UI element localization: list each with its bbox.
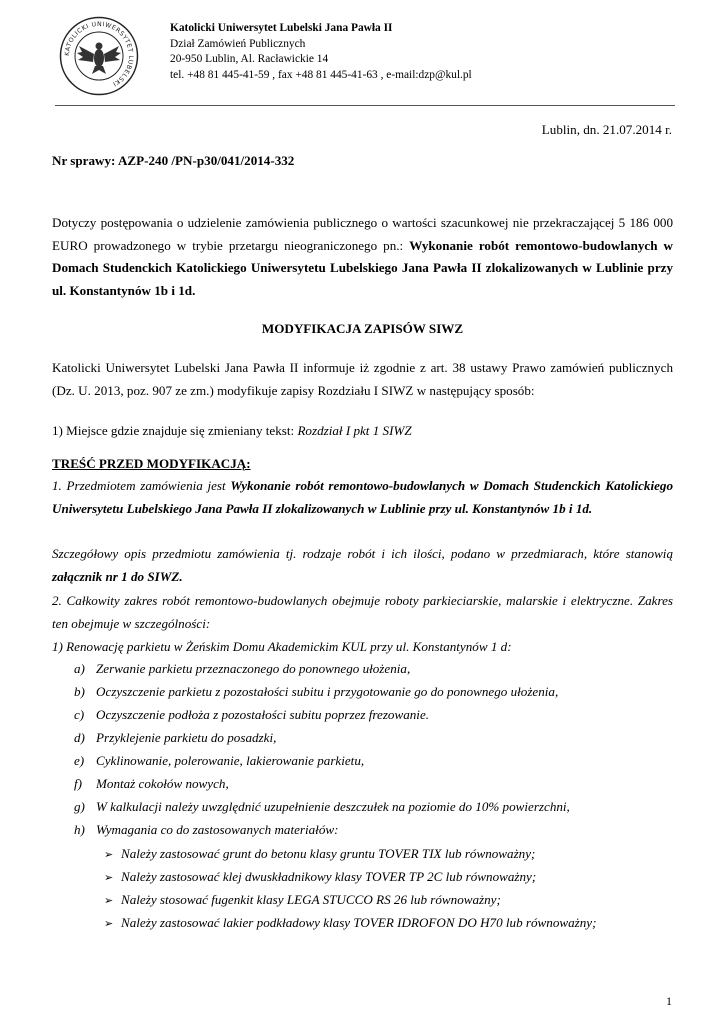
intro-text: Dotyczy postępowania o udzielenie zamówienia publicznego o wartości szacunkowej nie przekraczającej 5 186 000 EURO prowadzonego w trybie przetargu nieograniczonego pn.: [52,215,673,253]
list-item: d) Przyklejenie parkietu do posadzki, [74,730,277,745]
header-divider [55,105,675,106]
arrow-bullet-icon: ➢ [104,918,114,930]
letterhead [170,21,472,83]
material-item: ➢ Należy zastosować klej dwuskładnikowy klasy TOVER TP 2C lub równoważny; [104,869,537,884]
case-number: Nr sprawy: AZP-240 /PN-p30/041/2014-332 [52,153,295,168]
list-item: a) Zerwanie parkietu przeznaczonego do ponownego ułożenia, [74,661,411,676]
page-number: 1 [666,994,672,1008]
list-item: e) Cyklinowanie, polerowanie, lakierowanie parkietu, [74,753,365,768]
material-item: ➢ Należy stosować fugenkit klasy LEGA STUCCO RS 26 lub równoważny; [104,892,501,907]
info-paragraph: Katolicki Uniwersytet Lubelski Jana Pawła II informuje iż zgodnie z art. 38 ustawy Prawo zamówień publicznych (Dz. U. 2013, poz. 907 ze zm.) modyfikuje zapisy Rozdziału I SIWZ w następujący sposób: [52,360,673,398]
point-1 [52,475,673,520]
intro-paragraph [52,212,673,303]
university-name: Katolicki Uniwersytet Lubelski Jana Pawła II [170,22,393,34]
department-name: Dział Zamówień Publicznych [170,37,306,50]
detail-paragraph [52,543,673,588]
subpoint-1: 1) Renowację parkietu w Żeńskim Domu Akademickim KUL przy ul. Konstantynów 1 d: [52,639,512,654]
contact-line: tel. +48 81 445-41-59 , fax +48 81 445-41-63 , e-mail:dzp@kul.pl [170,68,472,81]
arrow-bullet-icon: ➢ [104,849,114,861]
university-seal-logo [59,16,139,96]
arrow-bullet-icon: ➢ [104,872,114,884]
date-line: Lublin, dn. 21.07.2014 r. [541,122,672,137]
point-2: 2. Całkowity zakres robót remontowo-budowlanych obejmuje roboty parkieciarskie, malarskie i elektryczne. Zakres ten obejmuje w szczególności: [52,593,673,631]
point-1-subject: Wykonanie robót remontowo-budowlanych w Domach Studenckich Katolickiego Uniwersytetu Lubelskiego Jana Pawła II zlokalizowanych w Lublinie przy ul. Konstantynów 1b i 1d. [52,478,673,516]
location-prefix: 1) Miejsce gdzie znajduje się zmieniany tekst: [52,423,298,438]
location-ref: Rozdział I pkt 1 SIWZ [297,423,412,438]
address: 20-950 Lublin, Al. Racławickie 14 [170,53,329,65]
list-item: b) Oczyszczenie parkietu z pozostałości subitu i przygotowanie go do ponownego ułożenia, [74,684,559,699]
list-item: c) Oczyszczenie podłoża z pozostałości subitu poprzez frezowanie. [74,707,430,722]
arrow-bullet-icon: ➢ [104,895,114,907]
intro-subject: Wykonanie robót remontowo-budowlanych w Domach Studenckich Katolickiego Uniwersytetu Lubelskiego Jana Pawła II zlokalizowanych w Lublinie przy ul. Konstantynów 1b i 1d. [52,237,674,299]
material-item: ➢ Należy zastosować grunt do betonu klasy gruntu TOVER TIX lub równoważny; [104,846,536,861]
seal-lettering: KATOLICKI UNIWERSYTET LUBELSKI [63,20,135,88]
location-line [52,420,673,443]
list-item: g) W kalkulacji należy uwzględnić uzupełnienie deszczułek na poziomie do 10% powierzchni, [74,799,570,814]
list-item: f) Montaż cokołów nowych, [74,776,229,791]
list-item: h) Wymagania co do zastosowanych materiałów: [74,822,339,837]
point-1-prefix: 1. Przedmiotem zamówienia jest [52,478,231,493]
detail-text: Szczegółowy opis przedmiotu zamówienia tj. rodzaje robót i ich ilości, podano w przedmiarach, które stanowią [52,546,673,561]
attachment-ref: załącznik nr 1 do SIWZ. [52,568,183,584]
before-heading: TREŚĆ PRZED MODYFIKACJĄ: [52,456,251,471]
section-title: MODYFIKACJA ZAPISÓW SIWZ [261,321,464,336]
material-item: ➢ Należy zastosować lakier podkładowy klasy TOVER IDROFON DO H70 lub równoważny; [104,915,597,930]
